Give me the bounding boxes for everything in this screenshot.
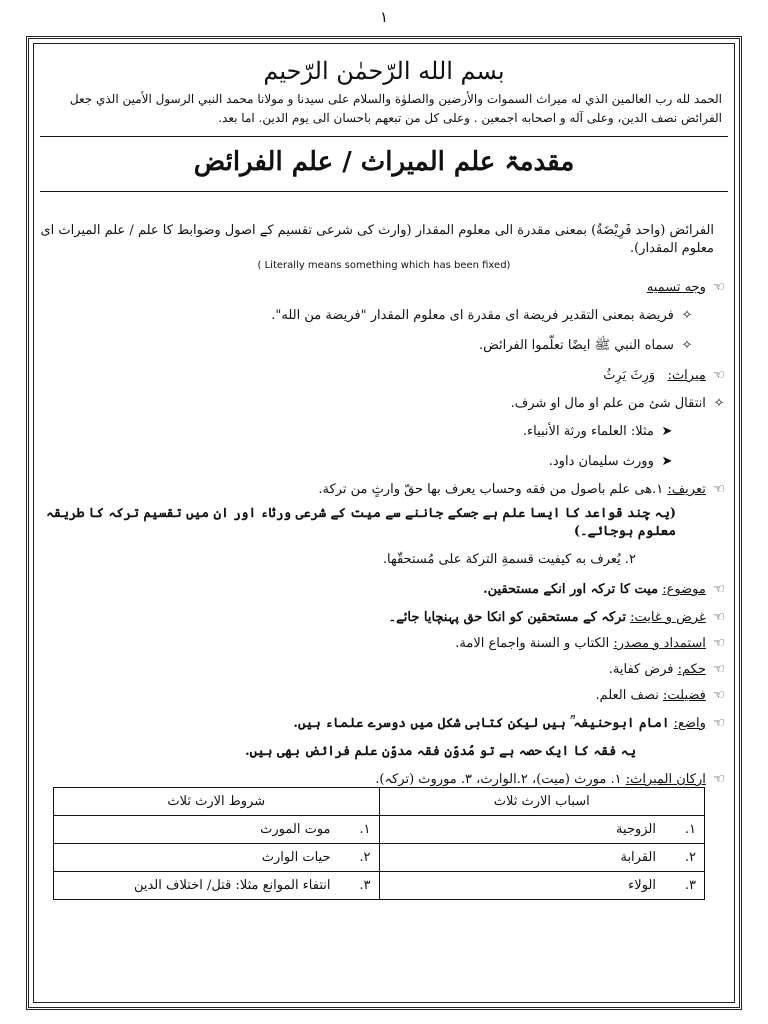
- cell-text: حيات الوارث: [261, 850, 331, 865]
- star-bullet-icon: ✧: [713, 396, 725, 411]
- table-row: [54, 816, 705, 844]
- mawdu-row: [40, 581, 728, 599]
- table-cell-shurut: [54, 872, 380, 900]
- table-cell-asbab: [379, 844, 705, 872]
- arrow-bullet-icon: ➤: [661, 424, 673, 439]
- table-cell-shurut: [54, 816, 380, 844]
- wadi-text: امام ابوحنیفہ ؒ ہیں لیکن کتابی شکل میں دوسرے علماء ہیں.: [293, 716, 670, 731]
- wajh-tasmiya-label: وجه تسميه: [646, 280, 706, 295]
- wajh-item-2-text: سماه النبي ﷺ ايضًا تعلّموا الفرائض.: [478, 338, 674, 353]
- table-cell-asbab: [379, 816, 705, 844]
- cell-text: موت المورث: [260, 822, 331, 837]
- cell-text: الولاء: [628, 878, 656, 893]
- cell-text: انتفاء الموانع مثلا: قتل/ اختلاف الدين: [133, 878, 331, 893]
- inheritance-table: [53, 787, 705, 900]
- table-row: [54, 872, 705, 900]
- hand-pointer-icon: ☜: [713, 280, 725, 295]
- row-number: ١.: [684, 822, 696, 837]
- mawdu-label: موضوع:: [662, 582, 706, 597]
- hukm-text: فرض كفاية.: [608, 662, 674, 677]
- mirath-label: ميراث:: [667, 368, 706, 383]
- intiqal-row: [40, 395, 728, 413]
- tarif-urdu: (یہ چند قواعد کا ایسا علم ہے جسکے جاننے سے میت کے شرعی ورثاء اور ان میں تقسیم ترکہ کا طریقہ معلوم ہوجائے۔): [46, 506, 676, 539]
- page-title: مقدمۃ علم المیراث / علم الفرائض: [193, 147, 575, 177]
- page-number: ١: [379, 8, 389, 26]
- wajh-item-2: [40, 337, 728, 355]
- table-cell-asbab: [379, 872, 705, 900]
- hand-pointer-icon: ☜: [713, 368, 725, 383]
- mawdu-text: میت کا ترکہ اور انکے مستحقین.: [483, 582, 659, 597]
- row-number: ٣.: [359, 878, 371, 893]
- tarif-2: ٢. يُعرف به كيفيت قسمةِ التركة على مُستحقّها.: [382, 552, 636, 567]
- hand-pointer-icon: ☜: [713, 688, 725, 703]
- intiqal-text: انتقال شئ من علم او مال او شرف.: [510, 396, 706, 411]
- hand-pointer-icon: ☜: [713, 772, 725, 787]
- definition-line: الفرائض (واحد فَرِيْضَةٌ) بمعنى مقدرة الى معلوم المقدار (وارث کی شرعی تقسیم کے اصول وضوابط کا علم / علم المیراث ای معلوم المقدار).: [40, 223, 714, 256]
- hand-pointer-icon: ☜: [713, 610, 725, 625]
- arkan-label: اركان الميراث:: [625, 772, 706, 787]
- hand-pointer-icon: ☜: [713, 482, 725, 497]
- wajh-item-1: [40, 307, 728, 325]
- fadilat-label: فضيلت:: [663, 688, 706, 703]
- warith-row: [40, 453, 728, 471]
- bismillah-heading: بسم الله الرّحمٰن الرّحيم: [263, 57, 505, 85]
- row-number: ١.: [359, 822, 371, 837]
- gharad-label: غرض و غايت:: [630, 610, 706, 625]
- row-number: ٢.: [359, 850, 371, 865]
- cell-text: الزوجية: [616, 822, 656, 837]
- wajh-item-1-text: فريضة بمعنى التقدير فريضة اى مقدرة اى معلوم المقدار "فريضة من الله".: [271, 308, 674, 323]
- title-rule-bottom: [40, 191, 728, 192]
- hukm-label: حكم:: [677, 662, 706, 677]
- istimdad-label: استمداد و مصدر:: [613, 636, 706, 651]
- tarif-1-text: ١.هى علم باصول من فقه وحساب يعرف بها حقّ وارثٍ من تركة.: [318, 482, 664, 497]
- table-header-asbab: اسباب الارث ثلاث: [379, 788, 705, 816]
- gharad-text: ترکہ کے مستحقین کو انکا حق پہنچایا جائے۔: [388, 610, 626, 625]
- fadilat-row: [40, 687, 728, 705]
- cell-text: القرابة: [620, 850, 656, 865]
- hand-pointer-icon: ☜: [713, 582, 725, 597]
- hukm-row: [40, 661, 728, 679]
- wadi-label: واضع:: [673, 716, 706, 731]
- english-note: ( Literally means something which has been fixed): [257, 260, 511, 271]
- mathalan-text: مثلا: العلماء ورثة الأنبياء.: [522, 424, 654, 439]
- table-header-shurut: شروط الارث ثلاث: [54, 788, 380, 816]
- intro-paragraph: الحمد لله رب العالمين الذي له ميراث السموات والأرضين والصلوٰة والسلام على سيدنا و مولانا محمد النبي الرسول الأمين الذي جعل الفرائض نصف الدين، وعلى آله و اصحابه اجمعين . وعلى كل من تبعهم باحسان الى يوم الدين. اما بعد.: [69, 92, 722, 125]
- table-cell-shurut: [54, 844, 380, 872]
- fiqh-line: یہ فقہ کا ایک حصہ ہے تو مُدوّنِ فقہ مدوّن علم فرائض بھی ہیں.: [245, 744, 636, 759]
- wadi-row: [40, 715, 728, 733]
- istimdad-text: الكتاب و السنة واجماع الامة.: [455, 636, 610, 651]
- hand-pointer-icon: ☜: [713, 662, 725, 677]
- tarif-row: [40, 481, 728, 499]
- row-number: ٣.: [684, 878, 696, 893]
- arkan-text: ١. مورث (ميت)، ٢.الوارث، ٣. موروث (تركہ).: [375, 772, 622, 787]
- hand-pointer-icon: ☜: [713, 716, 725, 731]
- hand-pointer-icon: ☜: [713, 636, 725, 651]
- arrow-bullet-icon: ➤: [661, 454, 673, 469]
- warith-text: وورث سليمان داود.: [548, 454, 654, 469]
- mathalan-row: [40, 423, 728, 441]
- istimdad-row: [40, 635, 728, 653]
- wajh-tasmiya-row: [40, 279, 728, 297]
- tarif-label: تعريف:: [667, 482, 706, 497]
- table-header-row: [54, 788, 705, 816]
- row-number: ٢.: [684, 850, 696, 865]
- fadilat-text: نصف العلم.: [595, 688, 659, 703]
- star-bullet-icon: ✧: [681, 308, 693, 323]
- document-content: [40, 50, 728, 789]
- mirath-root: وَرِثَ يَرِثُ: [603, 368, 656, 383]
- star-bullet-icon: ✧: [681, 338, 693, 353]
- table-row: [54, 844, 705, 872]
- gharad-row: [40, 609, 728, 627]
- mirath-row: [40, 367, 728, 385]
